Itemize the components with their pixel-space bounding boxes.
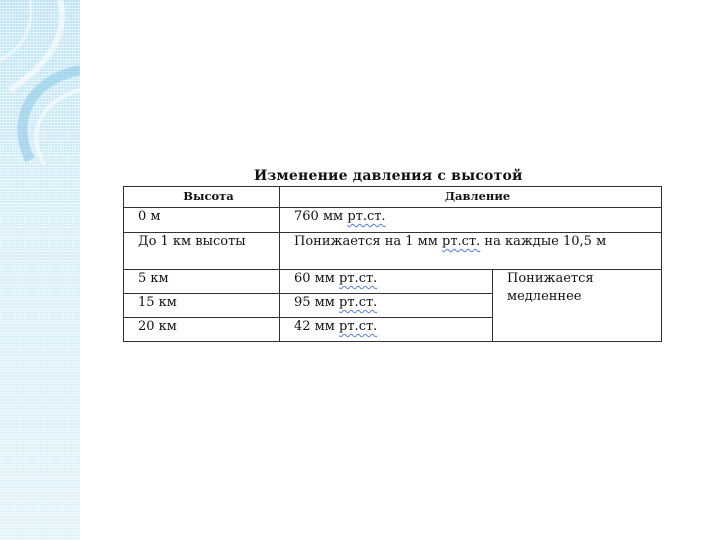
cell-pressure: [280, 208, 662, 233]
table-row: [124, 233, 662, 270]
pressure-unit: рт.ст.: [442, 234, 481, 249]
decorative-sidebar: [0, 0, 80, 540]
pressure-value: 760 мм: [294, 209, 344, 224]
pressure-text-pre: Понижается на 1 мм: [294, 234, 438, 249]
page-title: Изменение давления с высотой: [254, 168, 523, 184]
table-header-row: [124, 187, 662, 208]
pressure-unit: рт.ст.: [339, 295, 378, 310]
pressure-table: [123, 186, 662, 342]
cell-height: До 1 км высоты: [124, 233, 280, 270]
cell-height: 5 км: [124, 270, 280, 294]
pressure-value: 95 мм: [294, 295, 335, 310]
cell-pressure: [280, 270, 493, 294]
cell-pressure: [280, 318, 493, 342]
header-height: Высота: [124, 187, 280, 208]
cell-pressure: [280, 233, 662, 270]
header-pressure: Давление: [280, 187, 662, 208]
cell-height: 15 км: [124, 294, 280, 318]
pressure-value: 60 мм: [294, 271, 335, 286]
pressure-unit: рт.ст.: [339, 271, 378, 286]
table-row: [124, 208, 662, 233]
cell-height: 20 км: [124, 318, 280, 342]
table-row: [124, 270, 662, 294]
cell-height: 0 м: [124, 208, 280, 233]
note-cell: Понижается медленнее: [493, 270, 662, 342]
pressure-value: 42 мм: [294, 319, 335, 334]
cell-pressure: [280, 294, 493, 318]
pressure-unit: рт.ст.: [347, 209, 386, 224]
pressure-unit: рт.ст.: [339, 319, 378, 334]
pressure-text-post: на каждые 10,5 м: [480, 234, 607, 249]
sidebar-swirl-decoration: [0, 0, 80, 540]
